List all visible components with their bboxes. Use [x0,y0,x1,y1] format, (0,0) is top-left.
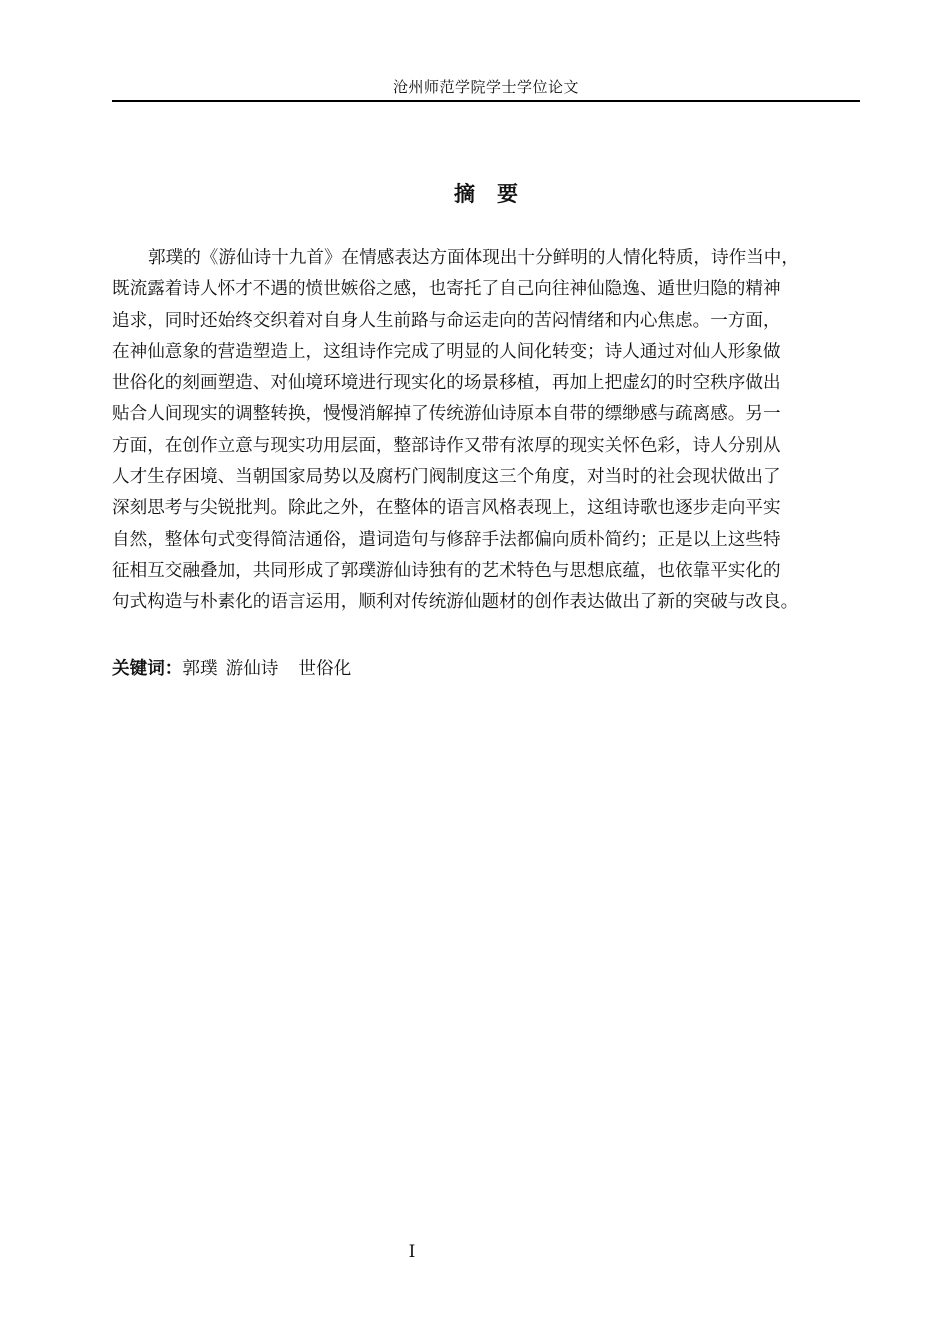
running-header: 沧州师范学院学士学位论文 [392,78,579,96]
abstract-line: 自然，整体句式变得简洁通俗，遣词造句与修辞手法都偏向质朴简约；正是以上这些特 [112,529,781,550]
abstract-heading-text: 摘 要 [454,182,518,206]
abstract-line: 人才生存困境、当朝国家局势以及腐朽门阀制度这三个角度，对当时的社会现状做出了 [112,467,781,488]
keyword: 世俗化 [298,659,352,679]
keyword: 游仙诗 [225,659,279,679]
abstract-line: 深刻思考与尖锐批判。除此之外，在整体的语言风格表现上，这组诗歌也逐步走向平实 [112,498,781,519]
keywords-line [112,655,860,683]
abstract-line: 方面，在创作立意与现实功用层面，整部诗作又带有浓厚的现实关怀色彩，诗人分别从 [112,435,781,456]
header-rule [112,100,860,102]
abstract-line: 征相互交融叠加，共同形成了郭璞游仙诗独有的艺术特色与思想底蕴，也依靠平实化的 [112,560,781,581]
abstract-line: 郭璞的《游仙诗十九首》在情感表达方面体现出十分鲜明的人情化特质，诗作当中， [148,248,799,268]
abstract-heading [112,180,860,208]
keywords-label: 关键词： [112,659,183,679]
abstract-line: 既流露着诗人怀才不遇的愤世嫉俗之感，也寄托了自己向往神仙隐逸、遁世归隐的精神 [112,279,781,300]
abstract-body [112,243,860,619]
abstract-line: 在神仙意象的营造塑造上，这组诗作完成了明显的人间化转变；诗人通过对仙人形象做 [112,341,781,362]
page-number: I [408,1242,416,1262]
abstract-line: 句式构造与朴素化的语言运用，顺利对传统游仙题材的创作表达做出了新的突破与改良。 [112,592,799,613]
abstract-line: 追求，同时还始终交织着对自身人生前路与命运走向的苦闷情绪和内心焦虑。一方面， [112,310,781,331]
abstract-line: 贴合人间现实的调整转换，慢慢消解掉了传统游仙诗原本自带的缥缈感与疏离感。另一 [112,404,781,425]
keyword: 郭璞 [182,659,218,679]
abstract-line: 世俗化的刻画塑造、对仙境环境进行现实化的场景移植，再加上把虚幻的时空秩序做出 [112,373,781,394]
